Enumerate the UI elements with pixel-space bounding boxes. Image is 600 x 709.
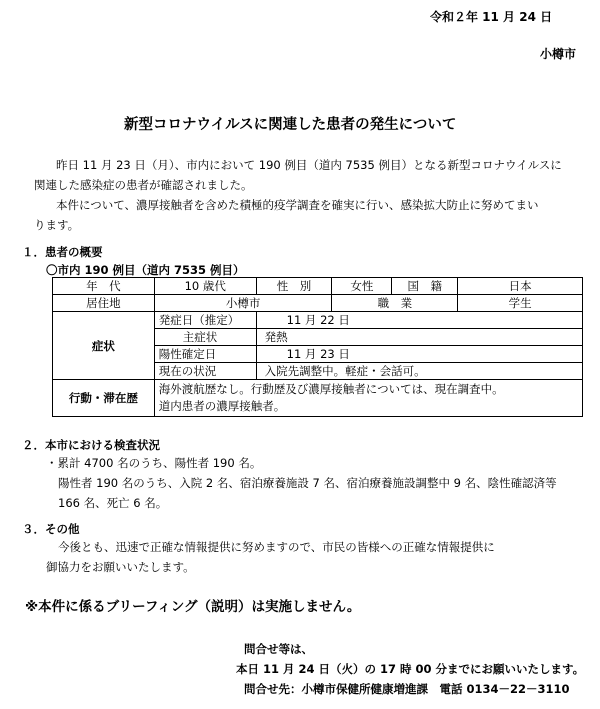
current-status-label: 現在の状況: [154, 363, 256, 380]
intro-line-2: 関連した感染症の患者が確認されました。: [34, 178, 253, 192]
occupation-value: 学生: [458, 295, 583, 312]
table-row: [53, 312, 583, 329]
page-title: 新型コロナウイルスに関連した患者の発生について: [124, 117, 457, 133]
test-total-line: ・累計 4700 名のうち、陽性者 190 名。: [46, 456, 262, 470]
residence-label: 居住地: [53, 295, 155, 312]
symptoms-label: 症状: [53, 312, 155, 380]
briefing-notice: ※本件に係るブリーフィング（説明）は実施しません。: [25, 599, 361, 615]
patient-summary-table: [52, 277, 583, 417]
section-3-heading: ３．その他: [22, 522, 80, 536]
section-2-body: [46, 453, 557, 513]
case-label: 〇市内 190 例目（道内 7535 例目）: [46, 263, 245, 277]
main-symptom-label: 主症状: [154, 329, 256, 346]
intro-line-4: ります。: [34, 218, 80, 232]
section-2-heading: ２．本市における検査状況: [22, 438, 160, 452]
history-label: 行動・滞在歴: [53, 380, 155, 417]
contact-line-3: 問合せ先：小樽市保健所健康増進課 電話 0134－22－3110: [244, 682, 570, 696]
other-line-2: 御協力をお願いいたします。: [46, 560, 195, 574]
section-3-body: [46, 537, 495, 577]
sex-label: 性 別: [256, 278, 332, 295]
history-value: [154, 380, 582, 417]
history-line-1: 海外渡航歴なし。行動歴及び濃厚接触者については、現在調査中。: [158, 382, 504, 396]
contact-line-1: 問合せ等は、: [244, 642, 313, 656]
test-breakdown-line-2: 166 名、死亡 6 名。: [58, 496, 168, 510]
document-date: 令和２年 11 月 24 日: [430, 10, 553, 24]
history-line-2: 道内患者の濃厚接触者。: [158, 399, 286, 413]
nationality-value: 日本: [458, 278, 583, 295]
other-line-1: 今後とも、迅速で正確な情報提供に努めますので、市民の皆様への正確な情報提供に: [58, 540, 495, 554]
current-status-value: 入院先調整中。軽症・会話可。: [256, 363, 582, 380]
residence-value: 小樽市: [154, 295, 332, 312]
positive-date-label: 陽性確定日: [154, 346, 256, 363]
age-label: 年 代: [53, 278, 155, 295]
positive-date-value: 11 月 23 日: [256, 346, 582, 363]
main-symptom-value: 発熱: [256, 329, 582, 346]
table-row: [53, 380, 583, 417]
nationality-label: 国 籍: [392, 278, 458, 295]
contact-line-2: 本日 11 月 24 日（火）の 17 時 00 分までにお願いいたします。: [236, 662, 585, 676]
table-row: [53, 295, 583, 312]
document-issuer: 小樽市: [540, 47, 577, 61]
occupation-label: 職 業: [332, 295, 458, 312]
age-value: 10 歳代: [154, 278, 256, 295]
intro-line-3: 本件について、濃厚接触者を含めた積極的疫学調査を確実に行い、感染拡大防止に努めてまい: [56, 198, 539, 212]
intro-paragraph: [34, 155, 562, 235]
section-1-heading: １．患者の概要: [22, 245, 103, 259]
onset-label: 発症日（推定）: [154, 312, 256, 329]
intro-line-1: 昨日 11 月 23 日（月）、市内において 190 例目（道内 7535 例目）となる新型コロナウイルスに: [56, 158, 562, 172]
onset-value: 11 月 22 日: [256, 312, 582, 329]
test-breakdown-line-1: 陽性者 190 名のうち、入院 2 名、宿泊療養施設 7 名、宿泊療養施設調整中 9 名、陰性確認済等: [58, 476, 557, 490]
table-row: [53, 278, 583, 295]
sex-value: 女性: [332, 278, 392, 295]
